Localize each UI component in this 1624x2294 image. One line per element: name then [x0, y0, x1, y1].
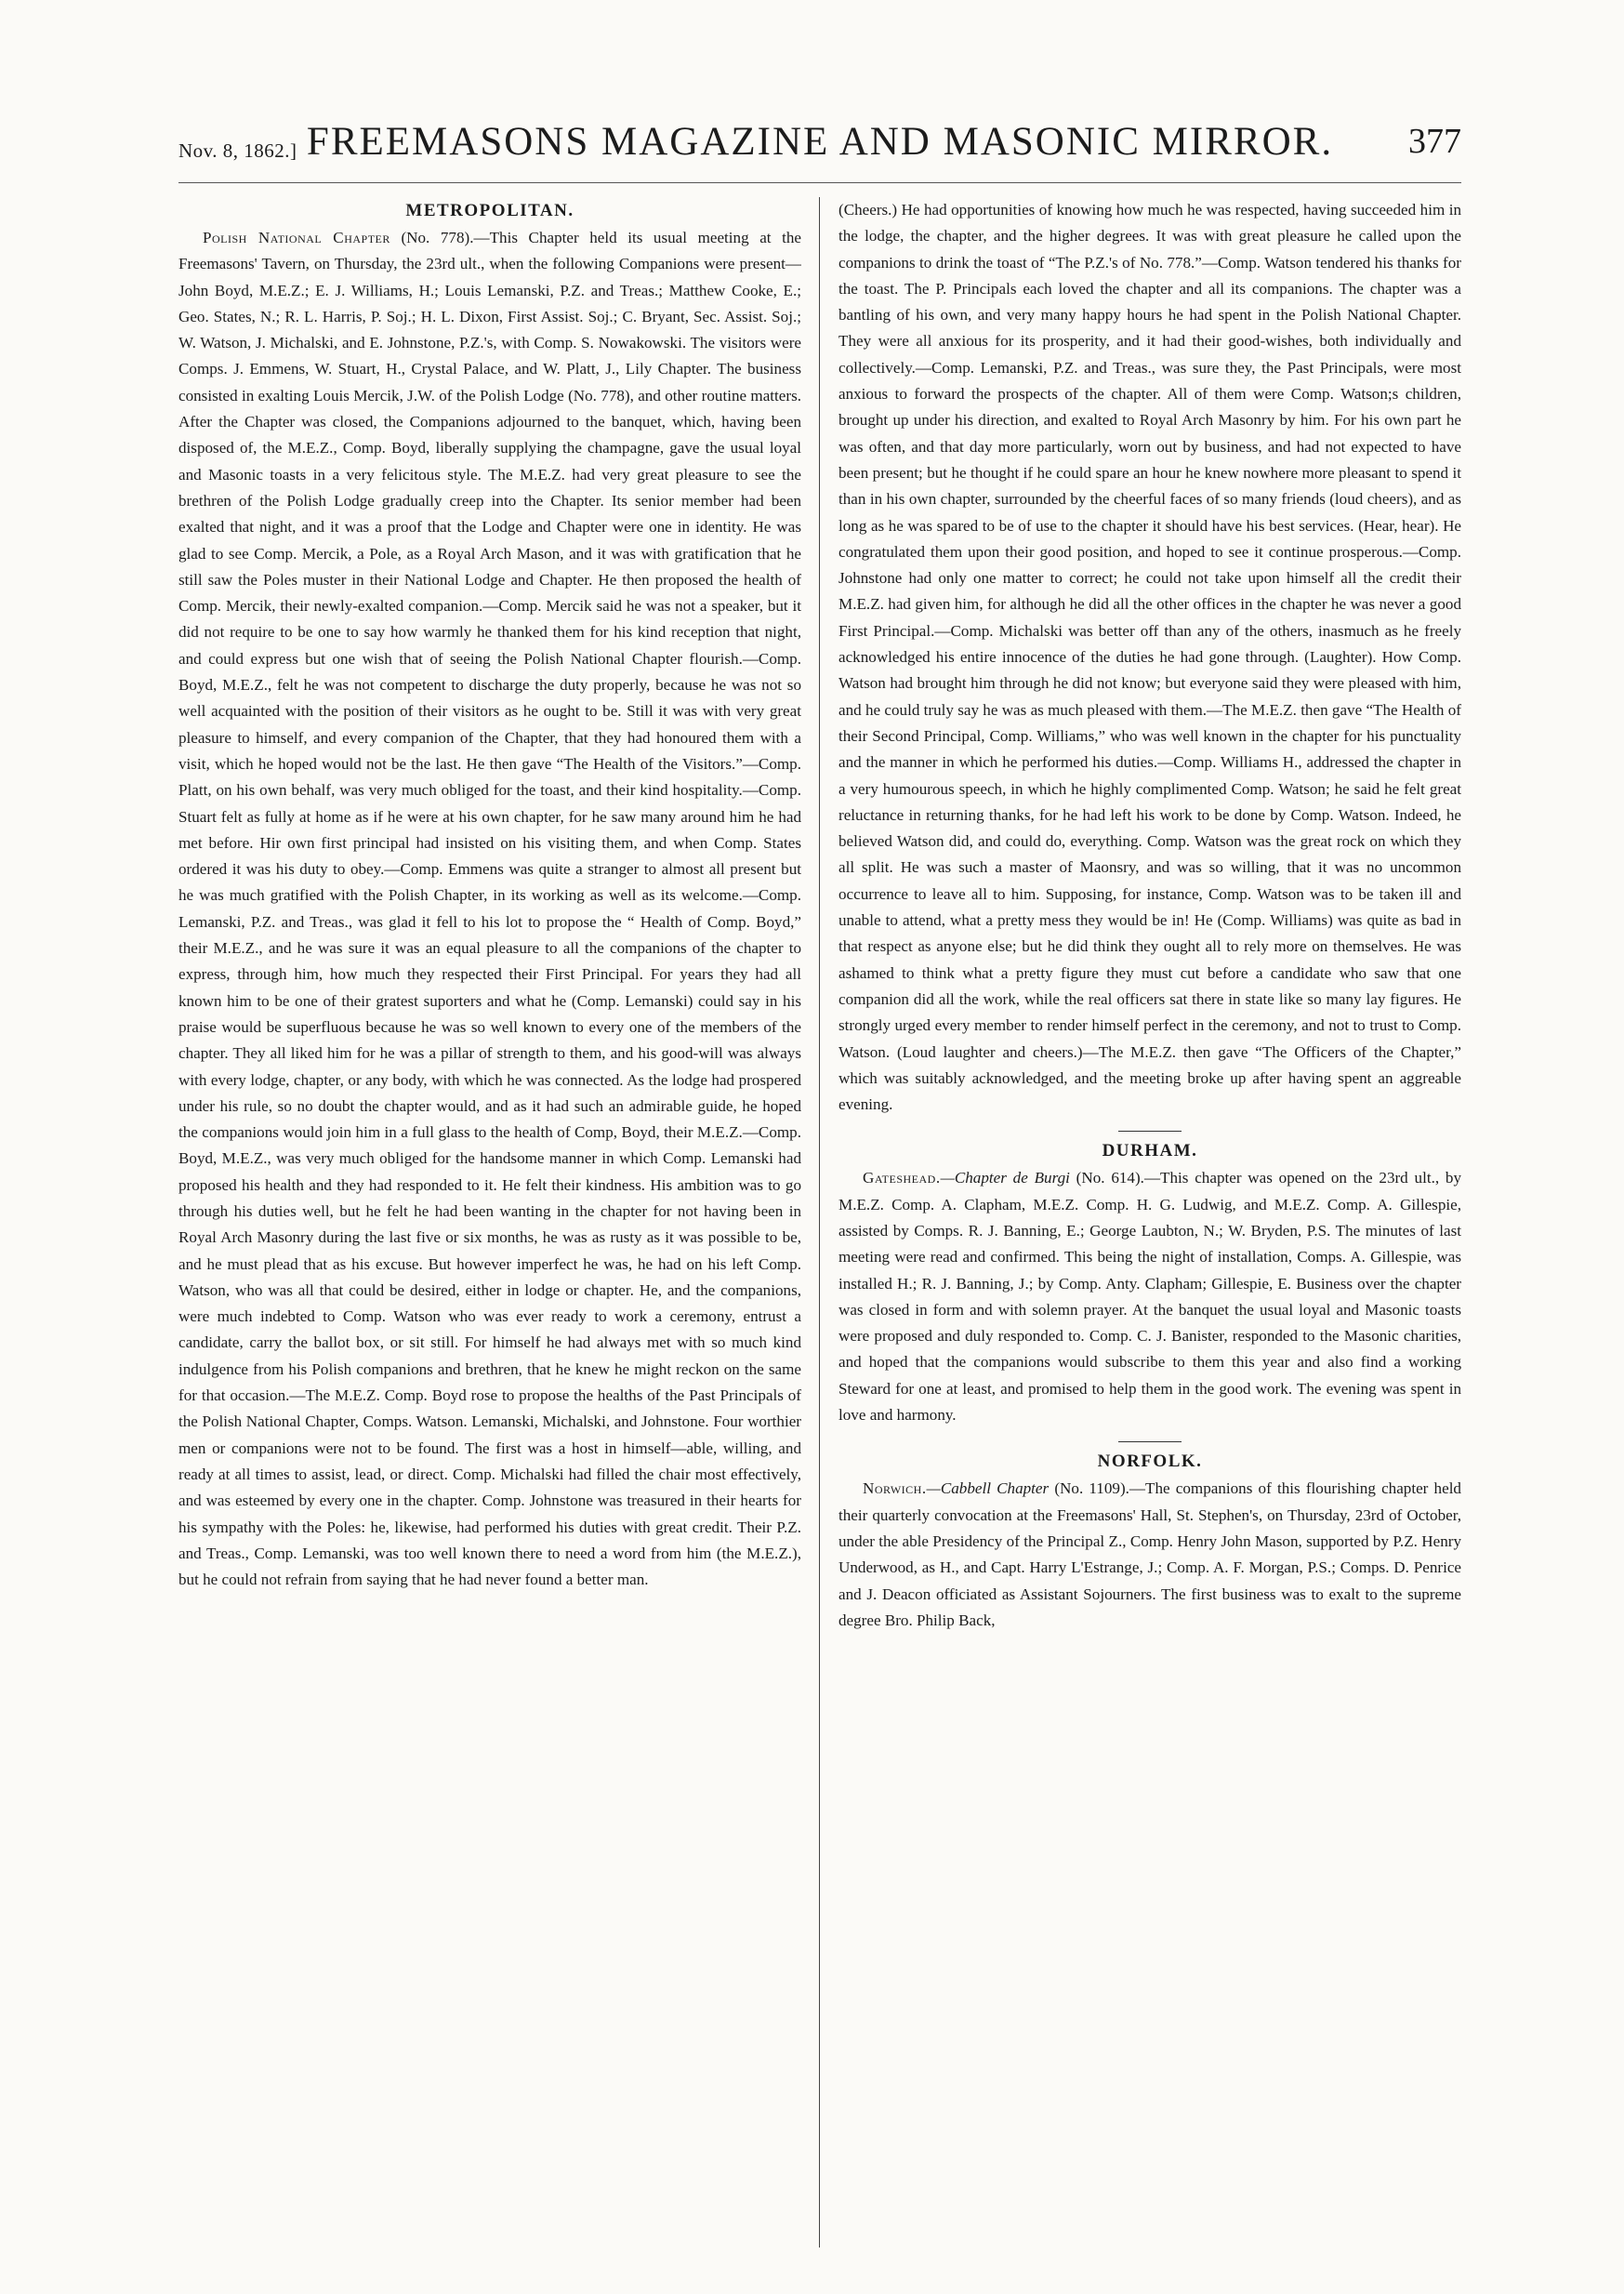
report-body: (No. 614).—This chapter was opened on the 23rd ult., by M.E.Z. Comp. A. Clapham, M.E.Z. Comp. H. G. Ludwig, and M.E.Z. Comp. A. Gillespie, assisted by Comps. R. J. Banning, E.; George Laubton, N.; W. Bryden, P.S. The minutes of last meeting were read and confirmed. This being the night of installation, Comps. A. Gillespie, was installed H.; R. J. Banning, J.; by Comp. Anty. Clapham; Gillespie, E. Business over the chapter was closed in form and with solemn prayer. At the banquet the usual loyal and Masonic toasts were proposed and duly responded to. Comp. C. J. Banister, responded to the Masonic charities, and hoped that the companions would subscribe to them this year and also find a working Steward for one at least, and promised to help them in the good work. The evening was spent in love and harmony. — [838, 1169, 1461, 1425]
header-rule — [178, 182, 1461, 183]
report-body: (No. 1109).—The companions of this flourishing chapter held their quarterly convocation at the Freemasons' Hall, St. Stephen's, on Thursday, 23rd of October, under the able Presidency of the Principal Z., Comp. Henry John Mason, supported by P.Z. Henry Underwood, as H., and Capt. Harry L'Estrange, J.; Comp. A. F. Morgan, P.S.; Comps. D. Penrice and J. Deacon officiated as Assistant Sojourners. The first business was to exalt to the supreme degree Bro. Philip Back, — [838, 1479, 1461, 1629]
place-name: Norwich. — [863, 1479, 927, 1498]
column-divider — [819, 197, 820, 2248]
publication-title: FREEMASONS MAGAZINE AND MASONIC MIRROR. — [306, 120, 1334, 164]
chapter-name: —Chapter de Burgi — [940, 1169, 1070, 1187]
section-divider — [1118, 1441, 1182, 1442]
section-heading-metropolitan: METROPOLITAN. — [405, 201, 574, 220]
chapter-name: —Cabbell Chapter — [926, 1479, 1050, 1498]
page-number: 377 — [1408, 122, 1461, 161]
polish-chapter-report-continued: (Cheers.) He had opportunities of knowing how much he was respected, having succeeded him in the lodge, the chapter, and the higher degrees. It was with great pleasure he called upon the companions to drink the toast of “The P.Z.'s of No. 778.”—Comp. Watson tendered his thanks for the toast. The P. Principals each loved the chapter and all its companions. The chapter was a bantling of his own, and very many happy hours he had spent in the Polish National Chapter. They were all anxious for its prosperity, and it had their good-wishes, both individually and collectively.—Comp. Lemanski, P.Z. and Treas., was sure they, the Past Principals, were most anxious to forward the prospects of the chapter. All of them were Comp. Watson;s children, brought up under his direction, and exalted to Royal Arch Masonry by him. For his own part he was often, and that day more particularly, worn out by business, and had not expected to have been present; but he thought if he could spare an hour he knew nowhere more pleasant to spend it than in his own chapter, surrounded by the cheerful faces of so many friends (loud cheers), and as long as he was spared to be of use to the chapter it should have his best services. (Hear, hear). He congratulated them upon their good position, and hoped to see it continue prosperous.—Comp. Johnstone had only one matter to correct; he could not take upon himself all the credit their M.E.Z. had given him, for although he did all the other offices in the chapter he was never a good First Principal.—Comp. Michalski was better off than any of the others, inasmuch as he freely acknowledged his entire innocence of the duties he had gone through. (Laughter). How Comp. Watson had brought him through he did not know; but everyone said they were pleased with him, and he could truly say he was as much pleased with them.—The M.E.Z. then gave “The Health of their Second Principal, Comp. Williams,” who was well known in the chapter for his punctuality and the manner in which he performed his duties.—Comp. Williams H., addressed the chapter in a very humourous speech, in which he highly complimented Comp. Watson; he said he felt great reluctance in returning thanks, for he had left his work to be done by Comp. Watson. Indeed, he believed Watson did, and could do, everything. Comp. Watson was the great rock on which they all split. He was such a master of Maonsry, and was so willing, that it was no uncommon occurrence to leave all to him. Supposing, for instance, Comp. Watson was to be taken ill and unable to attend, what a pretty mess they would be in! He (Comp. Williams) was quite as bad in that respect as anyone else; but he did think they ought all to rely more on themselves. He was ashamed to think what a pretty figure they must cut before a candidate who saw that one companion did all the work, while the real officers sat there in state like so many lay figures. He strongly urged every member to render himself perfect in the ceremony, and not to trust to Comp. Watson. (Loud laughter and cheers.)—The M.E.Z. then gave “The Officers of the Chapter,” which was suitably acknowledged, and the meeting broke up after having spent an aggreable evening. — [838, 201, 1461, 1114]
place-name: Gateshead. — [863, 1169, 941, 1187]
issue-date: Nov. 8, 1862.] — [178, 139, 297, 162]
section-divider — [1118, 1131, 1182, 1132]
left-column — [178, 197, 801, 2271]
section-heading-durham: DURHAM. — [1102, 1141, 1198, 1161]
right-column — [838, 197, 1461, 2271]
polish-chapter-report — [178, 225, 801, 1593]
lodge-name: Polish National Chapter — [203, 229, 390, 246]
masthead — [178, 119, 1461, 171]
report-body: (No. 778).—This Chapter held its usual meeting at the Freemasons' Tavern, on Thursday, the 23rd ult., when the following Companions were present—John Boyd, M.E.Z.; E. J. Williams, H.; Louis Lemanski, P.Z. and Treas.; Matthew Cooke, E.; Geo. States, N.; R. L. Harris, P. Soj.; H. L. Dixon, First Assist. Soj.; C. Bryant, Sec. Assist. Soj.; W. Watson, J. Michalski, and E. Johnstone, P.Z.'s, with Comp. S. Nowakowski. The visitors were Comps. J. Emmens, W. Stuart, H., Crystal Palace, and W. Platt, J., Lily Chapter. The business consisted in exalting Louis Mercik, J.W. of the Polish Lodge (No. 778), and other routine matters. After the Chapter was closed, the Companions adjourned to the banquet, which, having been disposed of, the M.E.Z., Comp. Boyd, liberally supplying the champagne, gave the usual loyal and Masonic toasts in a very felicitous style. The M.E.Z. had very great pleasure to see the brethren of the Polish Lodge gradually creep into the Chapter. Its senior member had been exalted that night, and it was a proof that the Lodge and Chapter were one in identity. He was glad to see Comp. Mercik, a Pole, as a Royal Arch Mason, and it was with gratification that he still saw the Poles muster in their National Lodge and Chapter. He then proposed the health of Comp. Mercik, their newly-exalted companion.—Comp. Mercik said he was not a speaker, but it did not require to be one to say how warmly he thanked them for his kind reception that night, and could express but one wish that of seeing the Polish National Chapter flourish.—Comp. Boyd, M.E.Z., felt he was not competent to discharge the duty properly, because he was not so well acquainted with the position of their visitors as he ought to be. Still it was with very great pleasure to himself, and every companion of the Chapter, that they had honoured them with a visit, which he hoped would not be the last. He then gave “The Health of the Visitors.”—Comp. Platt, on his own behalf, was very much obliged for the toast, and their kind hospitality.—Comp. Stuart felt as fully at home as if he were at his own chapter, for he saw many around him he had met before. Hir own first principal had insisted on his visiting them, and when Comp. States ordered it was his duty to obey.—Comp. Emmens was quite a stranger to almost all present but he was much gratified with the Polish Chapter, in its working as well as its welcome.—Comp. Lemanski, P.Z. and Treas., was glad it fell to his lot to propose the “ Health of Comp. Boyd,” their M.E.Z., and he was sure it was an equal pleasure to all the companions of the chapter to express, through him, how much they respected their First Principal. For years they had all known him to be one of their gratest suporters and what he (Comp. Lemanski) could say in his praise would be superfluous because he was so well known to every one of the members of the chapter. They all liked him for he was a pillar of strength to them, and his good-will was always with every lodge, chapter, or any body, with which he was connected. As the lodge had prospered under his rule, so no doubt the chapter would, and as it had such an admirable guide, he hoped the companions would join him in a full glass to the health of Comp, Boyd, their M.E.Z.—Comp. Boyd, M.E.Z., was very much obliged for the handsome manner in which Comp. Lemanski had proposed his health and they had responded to it. He felt their kindness. His ambition was to go through his duties well, but he felt he had been wanting in the chapter for not having been in Royal Arch Masonry during the last five or six months, he was as rusty as it was possible to be, and he must plead that as his excuse. But however imperfect he was, he had on his left Comp. Watson, who was all that could be desired, either in lodge or chapter. He, and the companions, were much indebted to Comp. Watson who was ever ready to work a ceremony, entrust a candidate, carry the ballot box, or sit still. For himself he had always met with so much kind indulgence from his Polish companions and brethren, that he knew he might reckon on the same for that occasion.—The M.E.Z. Comp. Boyd rose to propose the healths of the Past Principals of the Polish National Chapter, Comps. Watson. Lemanski, Michalski, and Johnstone. Four worthier men or companions were not to be found. The first was a host in himself—able, willing, and ready at all times to assist, lead, or direct. Comp. Michalski had filled the chair most effectively, and was esteemed by every one in the chapter. Comp. Johnstone was treasured in their hearts for his sympathy with the Poles: he, likewise, had performed his duties with great credit. Their P.Z. and Treas., Comp. Lemanski, was too well known there to need a word from him (the M.E.Z.), but he could not refrain from saying that he had never found a better man. — [178, 229, 801, 1589]
durham-report — [838, 1165, 1461, 1428]
norfolk-report — [838, 1476, 1461, 1634]
section-heading-norfolk: NORFOLK. — [1097, 1452, 1203, 1472]
